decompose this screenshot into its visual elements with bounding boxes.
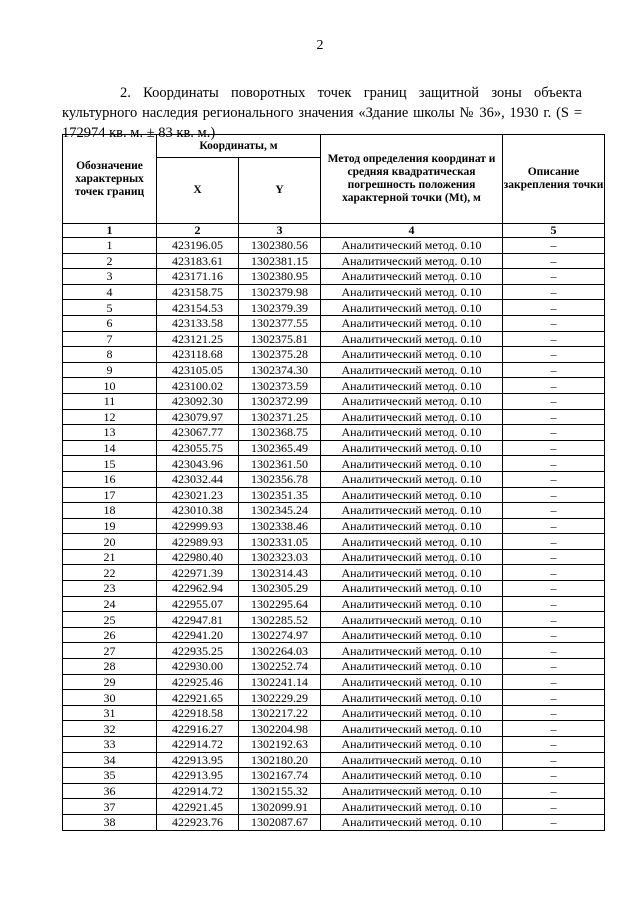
y-coordinate-cell: 1302180.20 [239,752,321,768]
method-cell: Аналитический метод. 0.10 [321,783,503,799]
description-cell: – [503,534,605,550]
y-coordinate-cell: 1302087.67 [239,814,321,830]
table-row [63,627,605,643]
description-cell: – [503,690,605,706]
method-cell: Аналитический метод. 0.10 [321,612,503,628]
table-row [63,378,605,394]
point-number-cell: 27 [63,643,157,659]
table-header [63,135,605,238]
x-coordinate-cell: 422999.93 [157,518,239,534]
description-cell: – [503,612,605,628]
description-cell: – [503,814,605,830]
point-number-cell: 3 [63,269,157,285]
point-number-cell: 2 [63,253,157,269]
table-row [63,487,605,503]
x-coordinate-cell: 423055.75 [157,440,239,456]
point-number-cell: 7 [63,331,157,347]
y-coordinate-cell: 1302361.50 [239,456,321,472]
y-coordinate-cell: 1302380.95 [239,269,321,285]
x-coordinate-cell: 423196.05 [157,238,239,254]
x-coordinate-cell: 422947.81 [157,612,239,628]
y-coordinate-cell: 1302380.56 [239,238,321,254]
column-number: 5 [503,224,605,238]
x-coordinate-cell: 423121.25 [157,331,239,347]
method-cell: Аналитический метод. 0.10 [321,409,503,425]
x-coordinate-cell: 422913.95 [157,752,239,768]
point-number-cell: 28 [63,659,157,675]
y-coordinate-cell: 1302274.97 [239,627,321,643]
point-number-cell: 34 [63,752,157,768]
method-cell: Аналитический метод. 0.10 [321,659,503,675]
description-cell: – [503,393,605,409]
x-coordinate-cell: 423158.75 [157,284,239,300]
description-cell: – [503,674,605,690]
y-coordinate-cell: 1302305.29 [239,581,321,597]
method-cell: Аналитический метод. 0.10 [321,643,503,659]
point-number-cell: 16 [63,471,157,487]
description-cell: – [503,269,605,285]
point-number-cell: 30 [63,690,157,706]
table-body [63,238,605,831]
description-cell: – [503,565,605,581]
point-number-cell: 25 [63,612,157,628]
method-cell: Аналитический метод. 0.10 [321,238,503,254]
x-coordinate-cell: 422935.25 [157,643,239,659]
description-cell: – [503,768,605,784]
y-coordinate-cell: 1302264.03 [239,643,321,659]
point-number-cell: 21 [63,549,157,565]
column-number: 4 [321,224,503,238]
y-coordinate-cell: 1302345.24 [239,503,321,519]
y-coordinate-cell: 1302373.59 [239,378,321,394]
description-cell: – [503,752,605,768]
point-number-cell: 6 [63,315,157,331]
method-cell: Аналитический метод. 0.10 [321,737,503,753]
table-row [63,393,605,409]
method-cell: Аналитический метод. 0.10 [321,347,503,363]
x-coordinate-cell: 423021.23 [157,487,239,503]
method-cell: Аналитический метод. 0.10 [321,814,503,830]
y-coordinate-cell: 1302252.74 [239,659,321,675]
method-cell: Аналитический метод. 0.10 [321,596,503,612]
method-cell: Аналитический метод. 0.10 [321,378,503,394]
method-cell: Аналитический метод. 0.10 [321,269,503,285]
x-coordinate-cell: 422914.72 [157,737,239,753]
table-row [63,659,605,675]
x-coordinate-cell: 422941.20 [157,627,239,643]
y-coordinate-cell: 1302323.03 [239,549,321,565]
table-row [63,269,605,285]
x-coordinate-cell: 422921.65 [157,690,239,706]
method-cell: Аналитический метод. 0.10 [321,362,503,378]
table-row [63,425,605,441]
method-cell: Аналитический метод. 0.10 [321,752,503,768]
y-coordinate-cell: 1302351.35 [239,487,321,503]
method-cell: Аналитический метод. 0.10 [321,315,503,331]
point-number-cell: 20 [63,534,157,550]
table-row [63,440,605,456]
y-coordinate-cell: 1302374.30 [239,362,321,378]
x-coordinate-cell: 423043.96 [157,456,239,472]
table-row [63,565,605,581]
method-cell: Аналитический метод. 0.10 [321,487,503,503]
table-row [63,409,605,425]
column-number: 3 [239,224,321,238]
table-row [63,284,605,300]
y-coordinate-cell: 1302365.49 [239,440,321,456]
table-row [63,331,605,347]
point-number-cell: 37 [63,799,157,815]
description-cell: – [503,409,605,425]
description-cell: – [503,315,605,331]
y-coordinate-cell: 1302241.14 [239,674,321,690]
point-number-cell: 1 [63,238,157,254]
method-cell: Аналитический метод. 0.10 [321,331,503,347]
description-cell: – [503,471,605,487]
y-coordinate-cell: 1302372.99 [239,393,321,409]
header-designation: Обозначение характерных точек границ [63,135,157,224]
description-cell: – [503,238,605,254]
point-number-cell: 18 [63,503,157,519]
table-row [63,581,605,597]
description-cell: – [503,721,605,737]
description-cell: – [503,659,605,675]
y-coordinate-cell: 1302379.98 [239,284,321,300]
point-number-cell: 38 [63,814,157,830]
description-cell: – [503,783,605,799]
table-row [63,549,605,565]
x-coordinate-cell: 423079.97 [157,409,239,425]
method-cell: Аналитический метод. 0.10 [321,471,503,487]
x-coordinate-cell: 422916.27 [157,721,239,737]
table-row [63,721,605,737]
header-x: X [157,158,239,224]
point-number-cell: 22 [63,565,157,581]
table-row [63,300,605,316]
column-number-row [63,224,605,238]
table-row [63,456,605,472]
table-row [63,752,605,768]
point-number-cell: 4 [63,284,157,300]
description-cell: – [503,627,605,643]
description-cell: – [503,347,605,363]
y-coordinate-cell: 1302285.52 [239,612,321,628]
method-cell: Аналитический метод. 0.10 [321,393,503,409]
method-cell: Аналитический метод. 0.10 [321,425,503,441]
table-row [63,705,605,721]
point-number-cell: 13 [63,425,157,441]
x-coordinate-cell: 422971.39 [157,565,239,581]
x-coordinate-cell: 423118.68 [157,347,239,363]
method-cell: Аналитический метод. 0.10 [321,456,503,472]
y-coordinate-cell: 1302217.22 [239,705,321,721]
method-cell: Аналитический метод. 0.10 [321,284,503,300]
method-cell: Аналитический метод. 0.10 [321,705,503,721]
description-cell: – [503,456,605,472]
x-coordinate-cell: 422930.00 [157,659,239,675]
x-coordinate-cell: 422980.40 [157,549,239,565]
point-number-cell: 19 [63,518,157,534]
x-coordinate-cell: 422913.95 [157,768,239,784]
description-cell: – [503,253,605,269]
table-row [63,347,605,363]
method-cell: Аналитический метод. 0.10 [321,534,503,550]
page-number: 2 [316,38,324,53]
x-coordinate-cell: 422921.45 [157,799,239,815]
y-coordinate-cell: 1302377.55 [239,315,321,331]
method-cell: Аналитический метод. 0.10 [321,721,503,737]
header-method: Метод определения координат и средняя квадратическая погрешность положения характерной точки (Mt), м [321,135,503,224]
point-number-cell: 36 [63,783,157,799]
table-row [63,643,605,659]
description-cell: – [503,300,605,316]
y-coordinate-cell: 1302229.29 [239,690,321,706]
y-coordinate-cell: 1302167.74 [239,768,321,784]
point-number-cell: 8 [63,347,157,363]
table-row [63,612,605,628]
y-coordinate-cell: 1302314.43 [239,565,321,581]
table-row [63,362,605,378]
x-coordinate-cell: 423092.30 [157,393,239,409]
method-cell: Аналитический метод. 0.10 [321,768,503,784]
x-coordinate-cell: 423171.16 [157,269,239,285]
description-cell: – [503,705,605,721]
x-coordinate-cell: 422914.72 [157,783,239,799]
description-cell: – [503,737,605,753]
table-row [63,783,605,799]
method-cell: Аналитический метод. 0.10 [321,627,503,643]
point-number-cell: 23 [63,581,157,597]
table-row [63,253,605,269]
point-number-cell: 17 [63,487,157,503]
method-cell: Аналитический метод. 0.10 [321,253,503,269]
column-number: 2 [157,224,239,238]
method-cell: Аналитический метод. 0.10 [321,549,503,565]
description-cell: – [503,362,605,378]
description-cell: – [503,549,605,565]
table-row [63,768,605,784]
point-number-cell: 31 [63,705,157,721]
y-coordinate-cell: 1302375.81 [239,331,321,347]
description-cell: – [503,331,605,347]
column-number: 1 [63,224,157,238]
x-coordinate-cell: 423067.77 [157,425,239,441]
table-row [63,503,605,519]
description-cell: – [503,440,605,456]
point-number-cell: 26 [63,627,157,643]
x-coordinate-cell: 423154.53 [157,300,239,316]
y-coordinate-cell: 1302099.91 [239,799,321,815]
y-coordinate-cell: 1302331.05 [239,534,321,550]
x-coordinate-cell: 422955.07 [157,596,239,612]
y-coordinate-cell: 1302295.64 [239,596,321,612]
table-row [63,814,605,830]
x-coordinate-cell: 423100.02 [157,378,239,394]
point-number-cell: 14 [63,440,157,456]
x-coordinate-cell: 422918.58 [157,705,239,721]
y-coordinate-cell: 1302155.32 [239,783,321,799]
point-number-cell: 12 [63,409,157,425]
coordinates-table [62,134,605,831]
table-row [63,238,605,254]
table-row [63,690,605,706]
y-coordinate-cell: 1302356.78 [239,471,321,487]
x-coordinate-cell: 423105.05 [157,362,239,378]
point-number-cell: 24 [63,596,157,612]
method-cell: Аналитический метод. 0.10 [321,440,503,456]
table-row [63,518,605,534]
point-number-cell: 5 [63,300,157,316]
x-coordinate-cell: 422989.93 [157,534,239,550]
x-coordinate-cell: 423133.58 [157,315,239,331]
y-coordinate-cell: 1302381.15 [239,253,321,269]
description-cell: – [503,581,605,597]
x-coordinate-cell: 422923.76 [157,814,239,830]
header-y: Y [239,158,321,224]
description-cell: – [503,425,605,441]
header-description: Описание закрепления точки [503,135,605,224]
x-coordinate-cell: 422962.94 [157,581,239,597]
method-cell: Аналитический метод. 0.10 [321,799,503,815]
description-cell: – [503,284,605,300]
y-coordinate-cell: 1302192.63 [239,737,321,753]
table-row [63,596,605,612]
section-heading: 2. Координаты поворотных точек границ защитной зоны объекта культурного наследия регионального значения «Здание школы № 36», 1930 г. (S = 172974 кв. м. ± 83 кв. м.) [62,84,582,141]
description-cell: – [503,596,605,612]
table-row [63,737,605,753]
table-row [63,471,605,487]
x-coordinate-cell: 423032.44 [157,471,239,487]
header-coordinates: Координаты, м [157,135,321,158]
y-coordinate-cell: 1302368.75 [239,425,321,441]
x-coordinate-cell: 423183.61 [157,253,239,269]
point-number-cell: 33 [63,737,157,753]
method-cell: Аналитический метод. 0.10 [321,581,503,597]
method-cell: Аналитический метод. 0.10 [321,503,503,519]
description-cell: – [503,503,605,519]
x-coordinate-cell: 422925.46 [157,674,239,690]
y-coordinate-cell: 1302375.28 [239,347,321,363]
point-number-cell: 9 [63,362,157,378]
y-coordinate-cell: 1302371.25 [239,409,321,425]
description-cell: – [503,799,605,815]
description-cell: – [503,378,605,394]
y-coordinate-cell: 1302379.39 [239,300,321,316]
method-cell: Аналитический метод. 0.10 [321,674,503,690]
y-coordinate-cell: 1302204.98 [239,721,321,737]
point-number-cell: 15 [63,456,157,472]
x-coordinate-cell: 423010.38 [157,503,239,519]
method-cell: Аналитический метод. 0.10 [321,518,503,534]
method-cell: Аналитический метод. 0.10 [321,300,503,316]
y-coordinate-cell: 1302338.46 [239,518,321,534]
method-cell: Аналитический метод. 0.10 [321,565,503,581]
point-number-cell: 29 [63,674,157,690]
description-cell: – [503,518,605,534]
description-cell: – [503,487,605,503]
point-number-cell: 35 [63,768,157,784]
method-cell: Аналитический метод. 0.10 [321,690,503,706]
point-number-cell: 32 [63,721,157,737]
point-number-cell: 10 [63,378,157,394]
description-cell: – [503,643,605,659]
table-row [63,534,605,550]
table-row [63,799,605,815]
table-row [63,315,605,331]
point-number-cell: 11 [63,393,157,409]
table-row [63,674,605,690]
